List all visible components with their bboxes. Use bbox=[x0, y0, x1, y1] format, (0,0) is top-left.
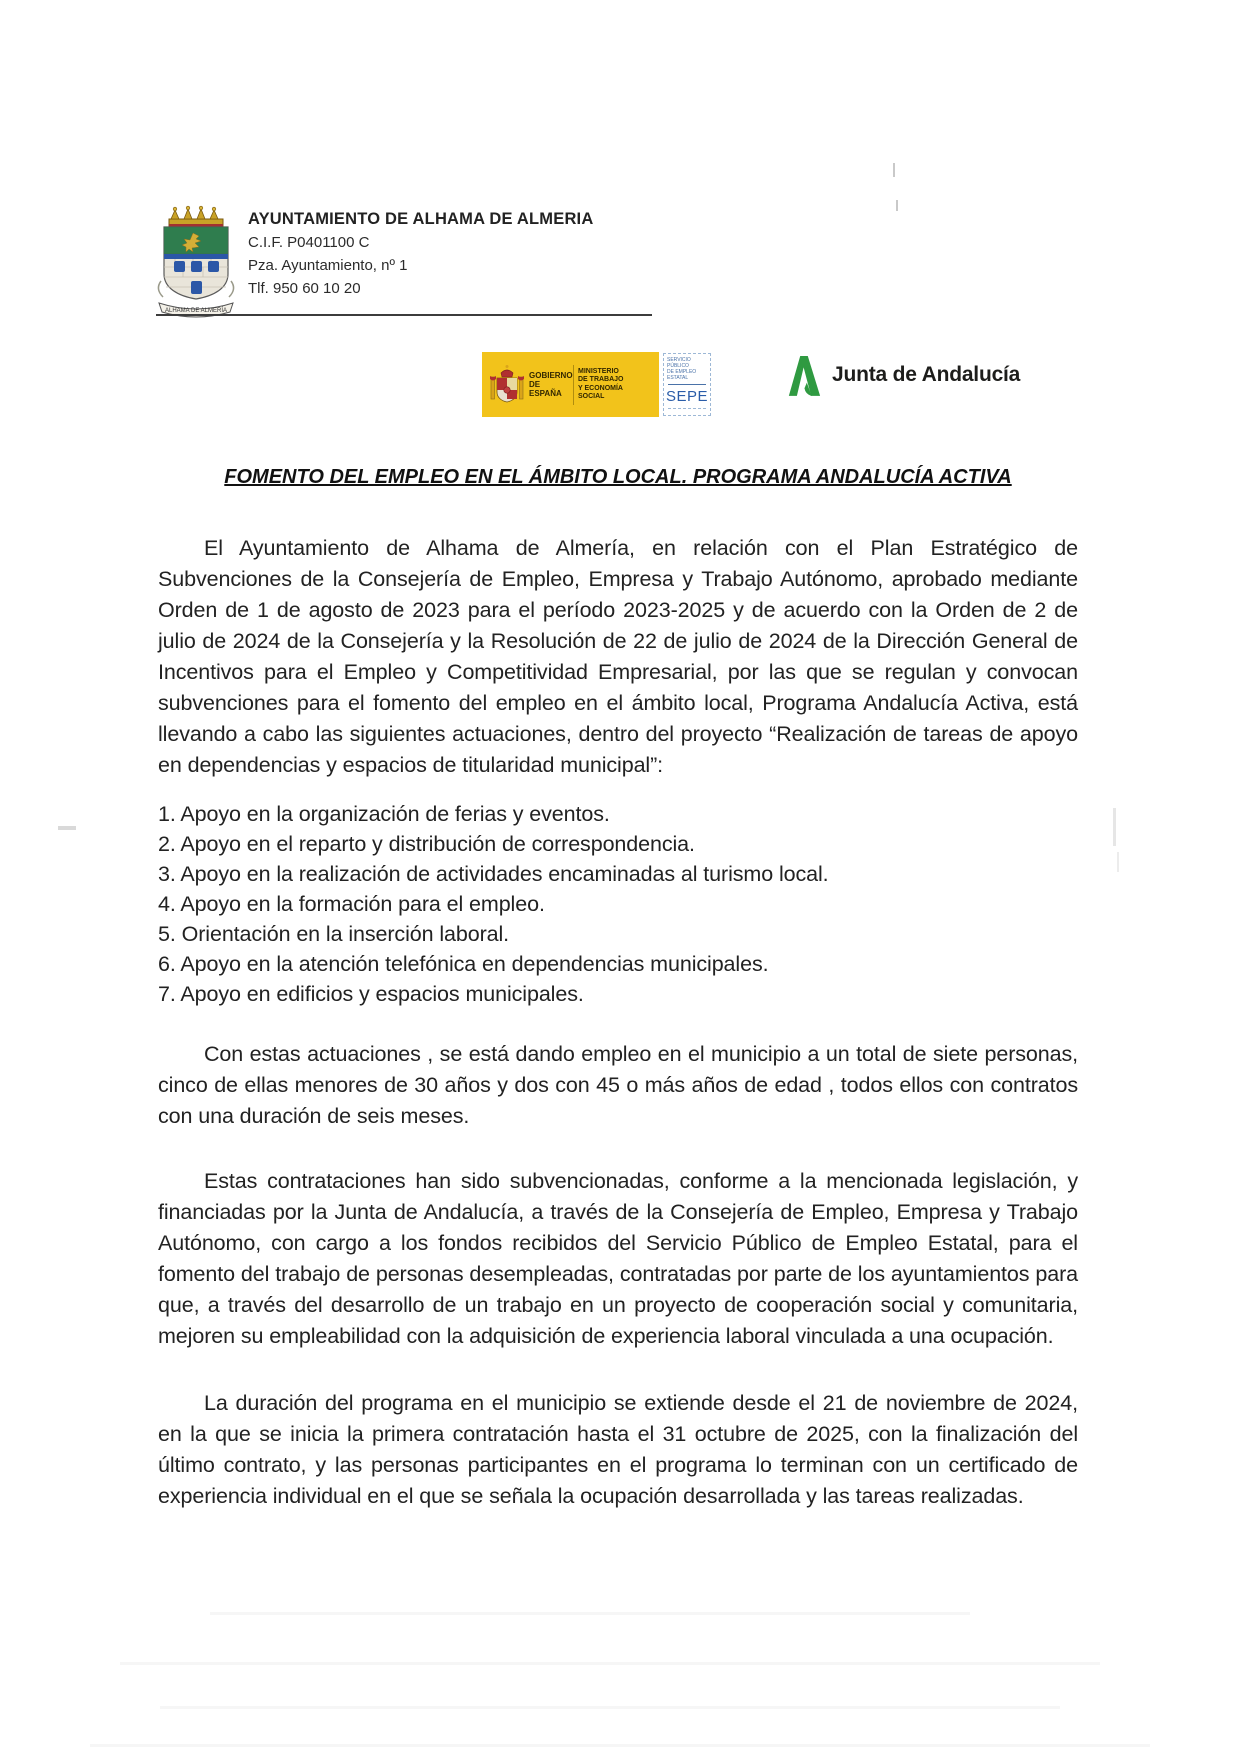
letterhead-rule bbox=[156, 314, 652, 316]
list-item: 6. Apoyo en la atención telefónica en dependencias municipales. bbox=[158, 952, 769, 976]
municipal-crest-icon bbox=[153, 203, 239, 325]
document-title: FOMENTO DEL EMPLEO EN EL ÁMBITO LOCAL. PROGRAMA ANDALUCÍA ACTIVA bbox=[224, 466, 1012, 488]
gobierno-espana-logo bbox=[482, 352, 659, 417]
sepe-logo bbox=[663, 353, 711, 416]
scan-artifact bbox=[896, 200, 898, 211]
junta-andalucia-logo bbox=[786, 352, 1020, 398]
paragraph-duration: La duración del programa en el municipio se extiende desde el 21 de noviembre de 2024, en la que se inicia la primera contratación hasta el 31 octubre de 2025, con la finalización del último contrato, y las personas participantes en el programa lo terminan con un certificado de experiencia individual en el que se señala la ocupación desarrollada y las tareas realizadas. bbox=[158, 1391, 1078, 1508]
document-body bbox=[158, 462, 1078, 1512]
actions-list bbox=[158, 799, 1078, 1009]
list-item: 3. Apoyo en la realización de actividades encaminadas al turismo local. bbox=[158, 862, 829, 886]
scan-artifact bbox=[58, 826, 76, 830]
org-cif: C.I.F. P0401100 C bbox=[248, 234, 370, 251]
scan-streak bbox=[210, 1612, 970, 1615]
scan-artifact bbox=[1117, 852, 1119, 872]
ministerio-line1: MINISTERIO bbox=[578, 367, 619, 375]
paragraph-employment: Con estas actuaciones , se está dando empleo en el municipio a un total de siete personas, cinco de ellas menores de 30 años y dos con 45 o más años de edad , todos ellos con contratos con una duración de seis meses. bbox=[158, 1042, 1078, 1128]
scan-streak bbox=[120, 1662, 1100, 1665]
sepe-divider bbox=[668, 384, 706, 385]
scan-artifact bbox=[893, 163, 895, 177]
gobierno-line2: DE ESPAÑA bbox=[529, 380, 562, 398]
crest-shield bbox=[158, 227, 233, 299]
spain-coat-of-arms-icon bbox=[489, 363, 525, 407]
sepe-service-line2: DE EMPLEO ESTATAL bbox=[667, 369, 697, 381]
crest-crown bbox=[169, 206, 223, 227]
gobierno-line1: GOBIERNO bbox=[529, 371, 573, 380]
ministerio-line3: Y ECONOMÍA SOCIAL bbox=[578, 384, 623, 400]
sepe-bottom-rule bbox=[668, 408, 706, 409]
ministerio-line2: DE TRABAJO bbox=[578, 376, 624, 383]
sepe-acronym: SEPE bbox=[665, 388, 709, 405]
list-item: 2. Apoyo en el reparto y distribución de correspondencia. bbox=[158, 832, 695, 856]
letterhead bbox=[248, 208, 593, 300]
org-phone: Tlf. 950 60 10 20 bbox=[248, 280, 361, 297]
paragraph-funding: Estas contrataciones han sido subvencionadas, conforme a la mencionada legislación, y financiadas por la Junta de Andalucía, a través de la Consejería de Empleo, Empresa y Trabajo Autónomo, con cargo a los fondos recibidos del Servicio Público de Empleo Estatal, para el fomento del trabajo de personas desempleadas, contratadas por parte de los ayuntamientos para que, a través del desarrollo de un trabajo en un proyecto de cooperación social y comunitaria, mejoren su empleabilidad con la adquisición de experiencia laboral vinculada a una ocupación. bbox=[158, 1169, 1078, 1348]
ministerio-label bbox=[578, 368, 648, 402]
org-name: AYUNTAMIENTO DE ALHAMA DE ALMERIA bbox=[248, 210, 594, 228]
scan-streak bbox=[90, 1744, 1150, 1747]
scan-streak bbox=[160, 1706, 1060, 1709]
paragraph-intro: El Ayuntamiento de Alhama de Almería, en relación con el Plan Estratégico de Subvenciones de la Consejería de Empleo, Empresa y Trabajo Autónomo, aprobado mediante Orden de 1 de agosto de 2023 para el período 2023-2025 y de acuerdo con la Orden de 2 de julio de 2024 de la Consejería y la Resolución de 22 de julio de 2024 de la Dirección General de Incentivos para el Empleo y Competitividad Empresarial, por las que se regulan y convocan subvenciones para el fomento del empleo en el ámbito local, Programa Andalucía Activa, está llevando a cabo las siguientes actuaciones, dentro del proyecto “Realización de tareas de apoyo en dependencias y espacios de titularidad municipal”: bbox=[158, 536, 1078, 777]
gobierno-label bbox=[529, 371, 571, 398]
gobierno-divider bbox=[573, 365, 574, 405]
svg-text:ALHAMA DE ALMERÍA: ALHAMA DE ALMERÍA bbox=[164, 308, 228, 314]
list-item: 5. Orientación en la inserción laboral. bbox=[158, 922, 510, 946]
scan-artifact bbox=[1113, 808, 1116, 846]
list-item: 1. Apoyo en la organización de ferias y eventos. bbox=[158, 802, 610, 826]
list-item: 4. Apoyo en la formación para el empleo. bbox=[158, 892, 545, 916]
junta-andalucia-label: Junta de Andalucía bbox=[832, 363, 1021, 386]
sepe-service-label bbox=[667, 357, 707, 381]
list-item: 7. Apoyo en edificios y espacios municipales. bbox=[158, 982, 584, 1006]
org-address: Pza. Ayuntamiento, nº 1 bbox=[248, 257, 408, 274]
sepe-service-line1: SERVICIO PÚBLICO bbox=[667, 357, 691, 369]
junta-andalucia-a-icon bbox=[786, 352, 822, 398]
